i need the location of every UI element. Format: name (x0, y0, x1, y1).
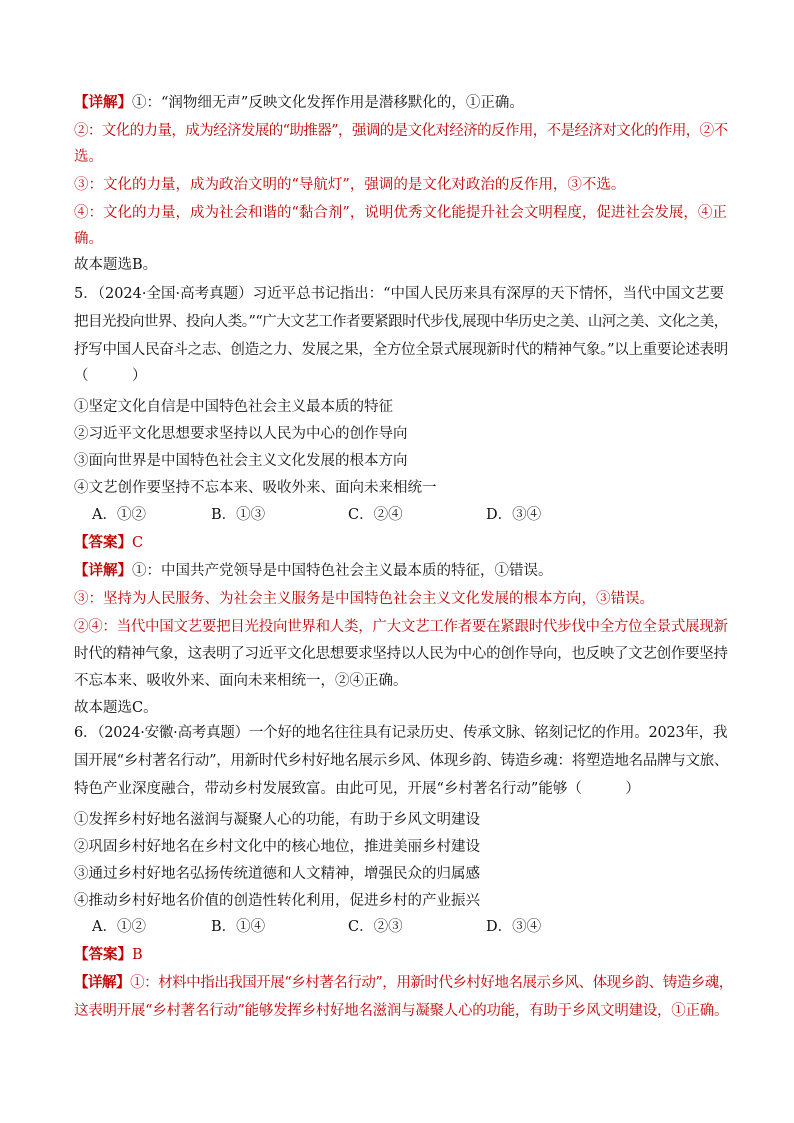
statement-item: ②习近平文化思想要求坚持以人民为中心的创作导向 (74, 426, 408, 442)
option-c: C．②③ (348, 919, 403, 935)
explanation-line: 选。 (74, 149, 103, 165)
explanation-tag: 【详解】 (74, 562, 132, 579)
explanation-line: ②：文化的力量，成为经济发展的“助推器”，强调的是文化对经济的反作用，不是经济对文化的作用，②不 (74, 123, 728, 139)
explanation-line: ④：文化的力量，成为社会和谐的“黏合剂”，说明优秀文化能提升社会文明程度，促进社会发展，④正 (74, 205, 727, 221)
option-b: B．①③ (211, 507, 266, 523)
statement-item: ③通过乡村好地名弘扬传统道德和人文精神，增强民众的归属感 (74, 866, 480, 882)
question-6-stem (74, 720, 730, 802)
explanation-line: ②④：当代中国文艺要把目光投向世界和人类，广大文艺工作者要在紧跟时代步伐中全方位全景式展现新 (74, 619, 728, 635)
answer-value: B (132, 947, 143, 963)
answer-tag: 【答案】 (74, 946, 132, 963)
question-stem-line: 把目光投向世界、投向人类。”“广大文艺工作者要紧跟时代步伐,展现中华历史之美、山河之美、文化之美， (74, 314, 728, 330)
question-stem-line: 国开展“乡村著名行动”，用新时代乡村好地名展示乡风、体现乡韵、铸造乡魂：将塑造地名品牌与文旅、 (74, 753, 729, 769)
explanation-line: 时代的精神气象，这表明了习近平文化思想要求坚持以人民为中心的创作导向，也反映了文艺创作要坚持 (74, 646, 728, 662)
statement-item: ④文艺创作要坚持不忘本来、吸收外来、面向未来相统一 (74, 480, 437, 496)
question-5-options (74, 503, 730, 529)
statement-item: ③面向世界是中国特色社会主义文化发展的根本方向 (74, 453, 408, 469)
explanation-line: 确。 (74, 231, 103, 247)
option-d: D．③④ (486, 507, 542, 523)
question-stem-line: 抒写中国人民奋斗之志、创造之力、发展之果，全方位全景式展现新时代的精神气象。”以上重要论述表明 (74, 342, 728, 358)
statement-item: ②巩固乡村好地名在乡村文化中的核心地位，推进美丽乡村建设 (74, 839, 480, 855)
statement-item: ①坚定文化自信是中国特色社会主义最本质的特征 (74, 399, 393, 415)
explanation-text: ①：材料中指出我国开展“乡村著名行动”，用新时代乡村好地名展示乡风、体现乡韵、铸造乡魂， (130, 975, 733, 991)
question-6-answer-block (74, 942, 733, 1024)
explanation-line: 不忘本来、吸收外来、面向未来相统一，②④正确。 (74, 673, 408, 689)
answer-line (74, 942, 730, 968)
question-stem-line: 6．（2024·安徽·高考真题）一个好的地名往往具有记录历史、传承文脉、铭刻记忆的作用。2023年，我 (74, 725, 728, 741)
explanation-line: 这表明开展“乡村著名行动”能够发挥乡村好地名滋润与凝聚人心的功能，有助于乡风文明建设，①正确。 (74, 1003, 729, 1019)
explanation-line: ③：坚持为人民服务、为社会主义服务是中国特色社会主义文化发展的根本方向，③错误。 (74, 591, 654, 607)
conclusion-line: 故本题选C。 (74, 700, 158, 716)
answer-value: C (132, 535, 144, 551)
answer-line (74, 530, 730, 556)
option-c: C．②④ (348, 507, 403, 523)
explanation-line (74, 90, 730, 116)
conclusion-line: 故本题选B。 (74, 257, 158, 273)
prev-question-explanation (74, 90, 730, 278)
explanation-text: ①：中国共产党领导是中国特色社会主义最本质的特征，①错误。 (132, 563, 553, 579)
answer-tag: 【答案】 (74, 534, 132, 551)
question-stem-line: 特色产业深度融合，带动乡村发展致富。由此可见，开展“乡村著名行动”能够（ ） (74, 781, 640, 797)
option-d: D．③④ (486, 919, 542, 935)
answer-blank: （ ） (74, 368, 147, 384)
question-6-options (74, 915, 730, 941)
option-a: A．①② (92, 507, 146, 523)
question-5-stem (74, 281, 730, 389)
explanation-line (74, 970, 733, 996)
question-5-answer-block (74, 530, 730, 721)
explanation-line: ③：文化的力量，成为政治文明的“导航灯”，强调的是文化对政治的反作用，③不选。 (74, 177, 626, 193)
explanation-tag: 【详解】 (74, 974, 131, 991)
explanation-line (74, 558, 730, 584)
explanation-text: ①：“润物细无声”反映文化发挥作用是潜移默化的，①正确。 (132, 95, 524, 111)
option-a: A．①② (92, 919, 146, 935)
question-5-statements (74, 394, 730, 501)
question-stem-line: 5．（2024·全国·高考真题）习近平总书记指出：“中国人民历来具有深厚的天下情怀，当代中国文艺要 (74, 286, 725, 302)
question-6-statements (74, 807, 730, 914)
option-b: B．①④ (211, 919, 266, 935)
statement-item: ①发挥乡村好地名滋润与凝聚人心的功能，有助于乡风文明建设 (74, 812, 480, 828)
statement-item: ④推动乡村好地名价值的创造性转化利用，促进乡村的产业振兴 (74, 893, 480, 909)
explanation-tag: 【详解】 (74, 94, 132, 111)
